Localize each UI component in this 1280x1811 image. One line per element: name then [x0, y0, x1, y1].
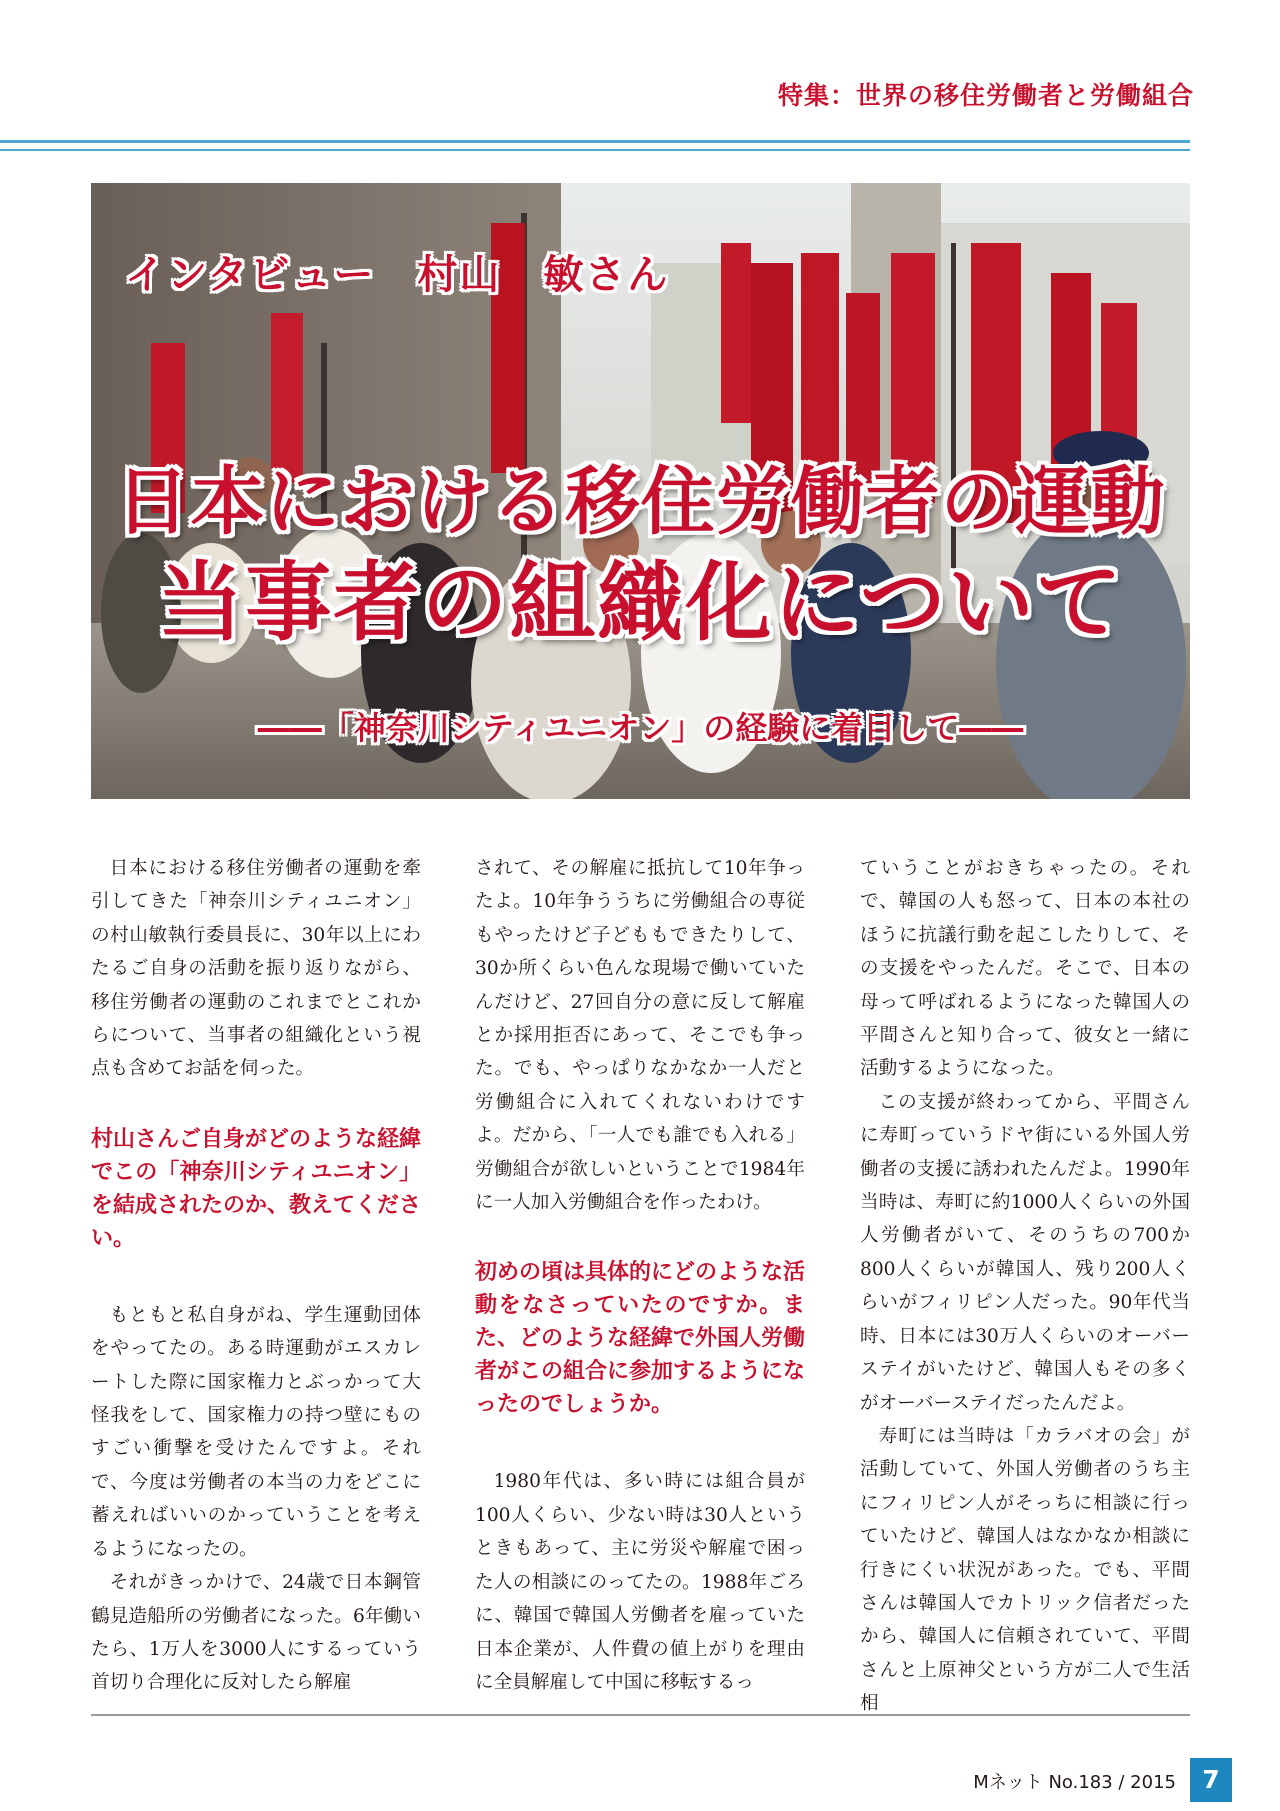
header-rule-thin	[0, 149, 1190, 151]
header-rule	[0, 140, 1190, 143]
page-number: 7	[1190, 1758, 1232, 1802]
question-2: 初めの頃は具体的にどのような活動をなさっていたのですか。また、どのような経緯で外国人労働者がこの組合に参加するようになったのでしょうか。	[475, 1260, 806, 1418]
article-column-1	[91, 852, 421, 1700]
question-1: 村山さんご自身がどのような経緯でこの「神奈川シティユニオン」を結成されたのか、教えてください。	[91, 1126, 422, 1251]
answer-2-paragraph-3: この支援が終わってから、平間さんに寿町っていうドヤ街にいる外国人労働者の支援に誘われたんだよ。1990年当時は、寿町に約1000人くらいの外国人労働者がいて、そのうちの700か800人くらいが韓国人、残り200人くらいがフィリピン人だった。90年代当時、日本には30万人くらいのオーバーステイがいたけど、韓国人もその多くがオーバーステイだったんだよ。	[860, 1091, 1190, 1414]
headline-line-1: 日本における移住労働者の運動	[115, 459, 1166, 545]
publication-info: Mネット No.183 / 2015	[973, 1772, 1176, 1793]
feature-title: 特集：世界の移住労働者と労働組合	[777, 81, 1194, 110]
headline-line-2: 当事者の組織化について	[157, 553, 1124, 653]
interview-label: インタビュー 村山 敏さん	[125, 252, 670, 298]
headline-subtitle: ――「神奈川シティユニオン」の経験に着目して――	[257, 709, 1024, 747]
answer-2-paragraph-1: 1980年代は、多い時には組合員が100人くらい、少ない時は30人というときもあって、主に労災や解雇で困った人の相談にのってたの。1988年ごろに、韓国で韓国人労働者を雇っていた日本企業が、人件費の値上がりを理由に全員解雇して中国に移転するっ	[475, 1471, 805, 1693]
answer-1-paragraph-2: それがきっかけで、24歳で日本鋼管鶴見造船所の労働者になった。6年働いたら、1万人を3000人にするっていう首切り合理化に反対したら解雇	[91, 1572, 421, 1694]
answer-1-paragraph-3: されて、その解雇に抵抗して10年争ったよ。10年争ううちに労働組合の専従もやったけど子どももできたりして、30か所くらい色んな現場で働いていたんだけど、27回自分の意に反して解雇とか採用拒否にあって、そこでも争った。でも、やっぱりなかなか一人だと労働組合に入れてくれないわけですよ。だから、「一人でも誰でも入れる」労働組合が欲しいということで1984年に一人加入労働組合を作ったわけ。	[475, 858, 805, 1214]
footer-rule	[91, 1714, 1190, 1716]
answer-2-paragraph-2: ていうことがおきちゃったの。それで、韓国の人も怒って、日本の本社のほうに抗議行動を起こしたりして、その支援をやったんだ。そこで、日本の母って呼ばれるようになった韓国人の平間さんと知り合って、彼女と一緒に活動するようになった。	[860, 858, 1190, 1080]
article-column-2	[475, 852, 805, 1699]
intro-paragraph: 日本における移住労働者の運動を牽引してきた「神奈川シティユニオン」の村山敏執行委員長に、30年以上にわたるご自身の活動を振り返りながら、移住労働者の運動のこれまでとこれからについて、当事者の組織化という視点も含めてお話を伺った。	[91, 858, 421, 1080]
answer-2-paragraph-4: 寿町には当時は「カラバオの会」が活動していて、外国人労働者のうち主にフィリピン人がそっちに相談に行っていたけど、韓国人はなかなか相談に行きにくい状況があった。でも、平間さんは韓国人でカトリック信者だったから、韓国人に信頼されていて、平間さんと上原神父という方が二人で生活相	[860, 1425, 1190, 1715]
article-column-3	[860, 852, 1190, 1721]
hero-photo	[91, 183, 1190, 799]
answer-1-paragraph-1: もともと私自身がね、学生運動団体をやってたの。ある時運動がエスカレートした際に国家権力とぶっかって大怪我をして、国家権力の持つ壁にものすごい衝撃を受けたんですよ。それで、今度は労働者の本当の力をどこに蓄えればいいのかっていうことを考えるようになったの。	[91, 1304, 421, 1560]
